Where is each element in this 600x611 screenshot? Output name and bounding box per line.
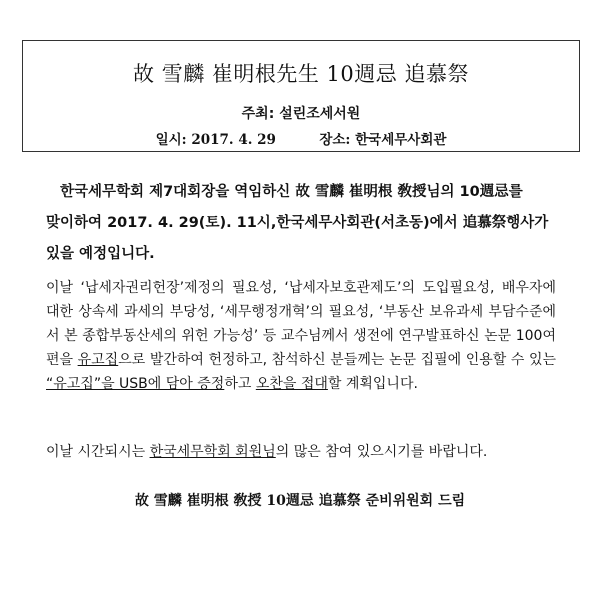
details-text-3: 하고 (224, 376, 256, 392)
details-paragraph (46, 276, 556, 396)
intro-line-2: 맞이하여 2017. 4. 29(토). 11시,한국세무사회관(서초동)에서 追慕祭행사가 (46, 215, 549, 231)
document-title: 故 雪麟 崔明根先生 10週忌 追慕祭 (133, 62, 469, 86)
header-box (22, 40, 580, 152)
place-value: 한국세무사회관 (355, 132, 447, 148)
closing-text-2: 의 많은 참여 있으시기를 바랍니다. (275, 444, 488, 460)
place-label: 장소: (319, 132, 351, 148)
details-text-2: 으로 발간하여 헌정하고, 참석하신 분들께는 논문 집필에 인용할 수 있는 (118, 352, 556, 368)
date-label: 일시: (155, 132, 187, 148)
closing-text-1: 이날 시간되시는 (46, 444, 150, 460)
details-underlined-2: “유고집”을 USB에 담아 증정 (46, 376, 225, 392)
host-value: 설린조세서원 (279, 106, 361, 122)
date-place-line (23, 128, 579, 148)
details-underlined-1: 유고집 (77, 352, 119, 368)
intro-line-1: 한국세무학회 제7대회장을 역임하신 故 雪麟 崔明根 敎授님의 10週忌를 (60, 184, 523, 200)
closing-underlined: 한국세무학회 회원님 (149, 444, 276, 460)
intro-paragraph (46, 177, 566, 270)
closing-paragraph (46, 440, 556, 464)
signature-line: 故 雪麟 崔明根 敎授 10週忌 追慕祭 준비위원회 드림 (134, 493, 466, 509)
details-text-1: 이날 ‘납세자권리헌장’제정의 필요성, ‘납세자보호관제도’의 도입필요성, 배우자에 대한 상속세 과세의 부당성, ‘세무행정개혁’의 필요성, ‘부동산 보유과세 부담수준에서 본 종합부동산세의 위헌 가능성’ 등 교수님께서 생전에 연구발표하신 논문 100여 편을 (46, 280, 556, 368)
details-underlined-3: 오찬을 접대 (255, 376, 328, 392)
host-line (23, 103, 579, 123)
date-value: 2017. 4. 29 (191, 132, 276, 148)
intro-line-3: 있을 예정입니다. (46, 246, 155, 262)
host-label: 주최: (241, 106, 275, 122)
details-text-4: 할 계획입니다. (327, 376, 418, 392)
